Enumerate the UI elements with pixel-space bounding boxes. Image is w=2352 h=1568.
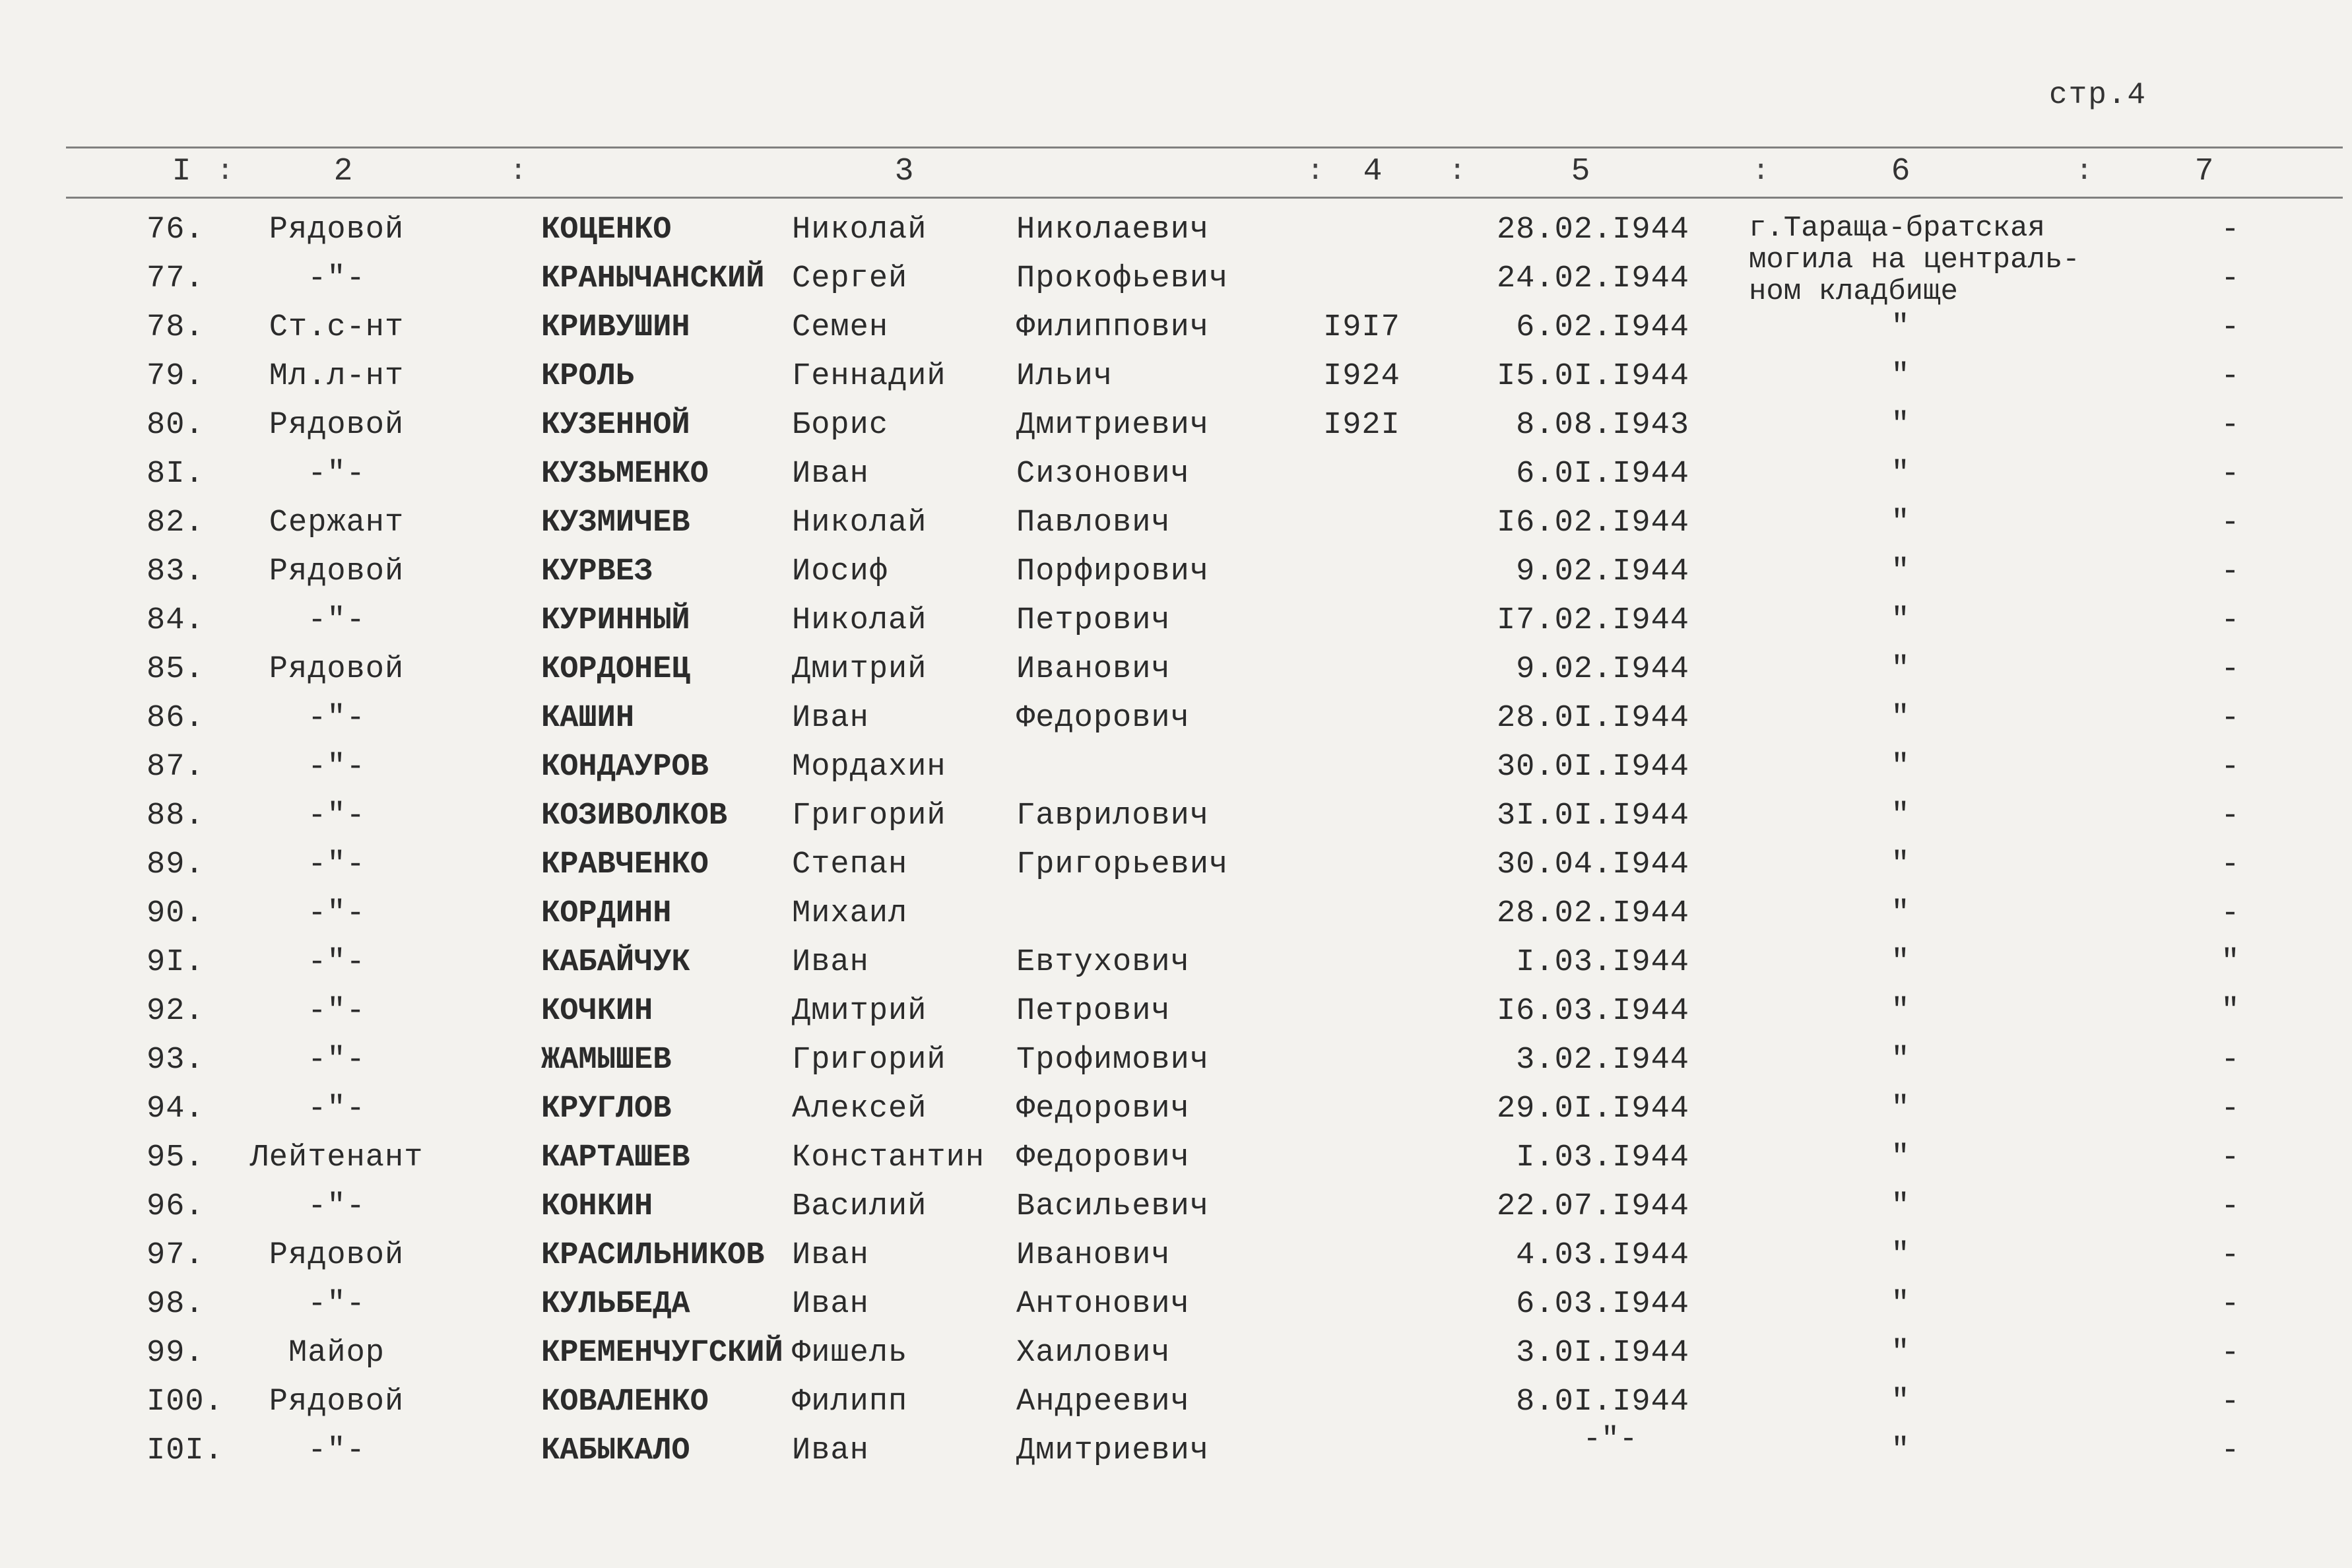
death-date-cell: 28.02.I944 [1496, 212, 1689, 247]
death-date-cell: 6.03.I944 [1516, 1287, 1689, 1322]
column-header-5: 5 [1571, 154, 1590, 189]
row-number: 78. [147, 310, 205, 345]
surname-cell: КОРДИНН [541, 896, 672, 931]
death-date-cell: 9.02.I944 [1516, 652, 1689, 687]
table-row [0, 450, 2352, 499]
rank-cell: Майор [288, 1336, 385, 1371]
first-name-cell: Иосиф [792, 554, 889, 589]
surname-cell: КОВАЛЕНКО [541, 1385, 709, 1420]
rank-cell: -"- [308, 603, 366, 638]
row-number: 9I. [147, 945, 205, 980]
row-number: 95. [147, 1140, 205, 1175]
burial-cell: " [1891, 1140, 1911, 1175]
rank-cell: Рядовой [269, 1385, 405, 1420]
burial-cell: " [1891, 359, 1911, 394]
patronymic-cell: Павлович [1016, 506, 1171, 540]
note-cell: - [2221, 310, 2240, 345]
first-name-cell: Алексей [792, 1092, 927, 1127]
note-cell: - [2221, 212, 2240, 247]
patronymic-cell: Евтухович [1016, 945, 1190, 980]
burial-cell: " [1891, 310, 1911, 345]
note-cell: - [2221, 554, 2240, 589]
surname-cell: КОНДАУРОВ [541, 750, 709, 785]
death-date-cell: I7.02.I944 [1496, 603, 1689, 638]
burial-cell: " [1891, 457, 1911, 492]
table-row [0, 1183, 2352, 1231]
surname-cell: КРАСИЛЬНИКОВ [541, 1238, 765, 1273]
burial-cell: " [1891, 1433, 1911, 1468]
burial-cell [1716, 255, 2085, 304]
death-date-cell: 9.02.I944 [1516, 554, 1689, 589]
table-row [0, 1378, 2352, 1427]
table-row [0, 1427, 2352, 1476]
burial-cell: " [1891, 1336, 1911, 1371]
rank-cell: -"- [308, 457, 366, 492]
burial-cell: " [1891, 847, 1911, 882]
rank-cell: Мл.л-нт [269, 359, 405, 394]
first-name-cell: Филипп [792, 1385, 908, 1420]
first-name-cell: Василий [792, 1189, 927, 1224]
first-name-cell: Григорий [792, 1043, 946, 1078]
burial-cell: " [1891, 750, 1911, 785]
row-number: I00. [147, 1385, 224, 1420]
surname-cell: ЖАМЫШЕВ [541, 1043, 672, 1078]
death-date-cell: 8.0I.I944 [1516, 1385, 1689, 1420]
birth-year-cell: I924 [1323, 359, 1400, 394]
first-name-cell: Мордахин [792, 750, 946, 785]
table-row [0, 206, 2352, 255]
row-number: 85. [147, 652, 205, 687]
patronymic-cell: Федорович [1016, 1092, 1190, 1127]
burial-cell: " [1891, 603, 1911, 638]
note-cell: - [2221, 457, 2240, 492]
death-date-cell: 22.07.I944 [1496, 1189, 1689, 1224]
table-row [0, 1134, 2352, 1183]
first-name-cell: Николай [792, 506, 927, 540]
death-date-cell: I6.03.I944 [1496, 994, 1689, 1029]
note-cell: - [2221, 1189, 2240, 1224]
burial-cell: " [1891, 945, 1911, 980]
surname-cell: КАБЫКАЛО [541, 1433, 690, 1468]
rank-cell: -"- [308, 261, 366, 296]
row-number: I0I. [147, 1433, 224, 1468]
patronymic-cell: Ильич [1016, 359, 1113, 394]
burial-cell: " [1891, 1238, 1911, 1273]
burial-location-note: г.Тараща-братская могила на централь- ном кладбище [1749, 212, 2080, 308]
first-name-cell: Степан [792, 847, 908, 882]
surname-cell: КРИВУШИН [541, 310, 690, 345]
burial-cell: " [1891, 896, 1911, 931]
note-cell: - [2221, 1433, 2240, 1468]
first-name-cell: Сергей [792, 261, 908, 296]
column-separator: : [216, 155, 234, 188]
note-cell: - [2221, 1238, 2240, 1273]
rank-cell: Лейтенант [249, 1140, 424, 1175]
rank-cell: -"- [308, 1433, 366, 1468]
patronymic-cell: Гаврилович [1016, 799, 1210, 833]
first-name-cell: Геннадий [792, 359, 946, 394]
rank-cell: -"- [308, 994, 366, 1029]
row-number: 8I. [147, 457, 205, 492]
column-separator: : [2075, 155, 2093, 188]
row-number: 93. [147, 1043, 205, 1078]
row-number: 86. [147, 701, 205, 736]
first-name-cell: Дмитрий [792, 652, 927, 687]
death-date-cell: 3.02.I944 [1516, 1043, 1689, 1078]
patronymic-cell: Прокофьевич [1016, 261, 1229, 296]
row-number: 98. [147, 1287, 205, 1322]
row-number: 88. [147, 799, 205, 833]
table-row [0, 1231, 2352, 1280]
death-date-cell: 4.03.I944 [1516, 1238, 1689, 1273]
table-row [0, 548, 2352, 597]
surname-cell: КОРДОНЕЦ [541, 652, 690, 687]
rank-cell: -"- [308, 896, 366, 931]
surname-cell: КУЗЬМЕНКО [541, 457, 709, 492]
row-number: 90. [147, 896, 205, 931]
note-cell: - [2221, 359, 2240, 394]
column-header-6: 6 [1891, 154, 1911, 189]
burial-cell [1716, 206, 2085, 255]
table-row [0, 841, 2352, 890]
surname-cell: КУРИННЫЙ [541, 603, 690, 638]
patronymic-cell: Петрович [1016, 603, 1171, 638]
patronymic-cell: Порфирович [1016, 554, 1210, 589]
patronymic-cell: Филиппович [1016, 310, 1210, 345]
note-cell: - [2221, 701, 2240, 736]
table-row [0, 792, 2352, 841]
patronymic-cell: Григорьевич [1016, 847, 1229, 882]
patronymic-cell: Иванович [1016, 1238, 1171, 1273]
burial-cell: " [1891, 1385, 1911, 1420]
note-cell: - [2221, 408, 2240, 443]
death-date-cell: 6.02.I944 [1516, 310, 1689, 345]
burial-cell: " [1891, 1287, 1911, 1322]
note-cell: - [2221, 261, 2240, 296]
rank-cell: Сержант [269, 506, 405, 540]
patronymic-cell: Федорович [1016, 701, 1190, 736]
table-row [0, 597, 2352, 645]
table-row [0, 938, 2352, 987]
death-date-cell: 30.04.I944 [1496, 847, 1689, 882]
patronymic-cell: Васильевич [1016, 1189, 1210, 1224]
burial-cell: " [1891, 554, 1911, 589]
burial-cell: " [1891, 506, 1911, 540]
surname-cell: КОНКИН [541, 1189, 653, 1224]
ditto-mark: -"- [1583, 1422, 1638, 1456]
table-row [0, 694, 2352, 743]
page-number: стр.4 [2049, 78, 2147, 112]
column-header-7: 7 [2194, 154, 2214, 189]
first-name-cell: Фишель [792, 1336, 908, 1371]
table-row [0, 304, 2352, 352]
burial-cell: " [1891, 799, 1911, 833]
death-date-cell: 24.02.I944 [1496, 261, 1689, 296]
row-number: 83. [147, 554, 205, 589]
table-row [0, 743, 2352, 792]
note-cell: - [2221, 1043, 2240, 1078]
death-date-cell: I.03.I944 [1516, 945, 1689, 980]
surname-cell: КАБАЙЧУК [541, 945, 690, 980]
first-name-cell: Николай [792, 603, 927, 638]
rank-cell: Рядовой [269, 554, 405, 589]
surname-cell: КУЗМИЧЕВ [541, 506, 690, 540]
surname-cell: КОЗИВОЛКОВ [541, 799, 728, 833]
row-number: 80. [147, 408, 205, 443]
note-cell: - [2221, 1385, 2240, 1420]
birth-year-cell: I92I [1323, 408, 1400, 443]
first-name-cell: Николай [792, 212, 927, 247]
surname-cell: КАШИН [541, 701, 635, 736]
rank-cell: -"- [308, 1287, 366, 1322]
death-date-cell: 29.0I.I944 [1496, 1092, 1689, 1127]
table-row [0, 352, 2352, 401]
surname-cell: КАРТАШЕВ [541, 1140, 690, 1175]
surname-cell: КРЕМЕНЧУГСКИЙ [541, 1336, 783, 1371]
note-cell: - [2221, 652, 2240, 687]
burial-cell: " [1891, 994, 1911, 1029]
first-name-cell: Константин [792, 1140, 985, 1175]
patronymic-cell: Дмитриевич [1016, 1433, 1210, 1468]
rank-cell: Рядовой [269, 212, 405, 247]
first-name-cell: Семен [792, 310, 889, 345]
rank-cell: -"- [308, 750, 366, 785]
note-cell: - [2221, 1287, 2240, 1322]
surname-cell: КОЧКИН [541, 994, 653, 1029]
first-name-cell: Михаил [792, 896, 908, 931]
burial-cell: " [1891, 1092, 1911, 1127]
column-separator: : [509, 155, 527, 188]
rank-cell: Рядовой [269, 408, 405, 443]
first-name-cell: Иван [792, 701, 869, 736]
note-cell: " [2221, 945, 2240, 980]
birth-year-cell: I9I7 [1323, 310, 1400, 345]
note-cell: - [2221, 847, 2240, 882]
patronymic-cell: Николаевич [1016, 212, 1210, 247]
row-number: 97. [147, 1238, 205, 1273]
first-name-cell: Иван [792, 945, 869, 980]
death-date-cell: 3.0I.I944 [1516, 1336, 1689, 1371]
burial-cell: " [1891, 701, 1911, 736]
note-cell: - [2221, 750, 2240, 785]
table-row [0, 1085, 2352, 1134]
first-name-cell: Дмитрий [792, 994, 927, 1029]
patronymic-cell: Андреевич [1016, 1385, 1190, 1420]
row-number: 92. [147, 994, 205, 1029]
table-row [0, 1036, 2352, 1085]
death-date-cell: 28.02.I944 [1496, 896, 1689, 931]
table-row [0, 401, 2352, 450]
patronymic-cell: Антонович [1016, 1287, 1190, 1322]
surname-cell: КРУГЛОВ [541, 1092, 672, 1127]
table-row [0, 255, 2352, 304]
surname-cell: КУРВЕЗ [541, 554, 653, 589]
note-cell: - [2221, 1336, 2240, 1371]
table-row [0, 890, 2352, 938]
column-separator: : [1752, 155, 1770, 188]
patronymic-cell: Сизонович [1016, 457, 1190, 492]
death-date-cell: 8.08.I943 [1516, 408, 1689, 443]
burial-cell: " [1891, 408, 1911, 443]
note-cell: - [2221, 603, 2240, 638]
death-date-cell: I.03.I944 [1516, 1140, 1689, 1175]
column-header-1: I [172, 154, 191, 189]
row-number: 99. [147, 1336, 205, 1371]
table-row [0, 987, 2352, 1036]
row-number: 96. [147, 1189, 205, 1224]
column-separator: : [1307, 155, 1324, 188]
note-cell: - [2221, 506, 2240, 540]
surname-cell: КУЛЬБЕДА [541, 1287, 690, 1322]
first-name-cell: Борис [792, 408, 889, 443]
row-number: 77. [147, 261, 205, 296]
death-date-cell: I5.0I.I944 [1496, 359, 1689, 394]
rank-cell: -"- [308, 701, 366, 736]
first-name-cell: Иван [792, 1433, 869, 1468]
note-cell: - [2221, 1140, 2240, 1175]
header-bottom-rule [66, 197, 2343, 199]
first-name-cell: Иван [792, 1238, 869, 1273]
burial-cell: " [1891, 1043, 1911, 1078]
first-name-cell: Григорий [792, 799, 946, 833]
row-number: 87. [147, 750, 205, 785]
patronymic-cell: Трофимович [1016, 1043, 1210, 1078]
note-cell: - [2221, 896, 2240, 931]
row-number: 84. [147, 603, 205, 638]
rank-cell: -"- [308, 847, 366, 882]
row-number: 76. [147, 212, 205, 247]
burial-cell: " [1891, 1189, 1911, 1224]
rank-cell: -"- [308, 1189, 366, 1224]
table-row [0, 1280, 2352, 1329]
surname-cell: КУЗЕННОЙ [541, 408, 690, 443]
death-date-cell: 3I.0I.I944 [1496, 799, 1689, 833]
table-row [0, 499, 2352, 548]
death-date-cell: 30.0I.I944 [1496, 750, 1689, 785]
row-number: 94. [147, 1092, 205, 1127]
note-cell: - [2221, 1092, 2240, 1127]
rank-cell: -"- [308, 799, 366, 833]
burial-cell: " [1891, 652, 1911, 687]
note-cell: - [2221, 799, 2240, 833]
patronymic-cell: Петрович [1016, 994, 1171, 1029]
rank-cell: -"- [308, 1043, 366, 1078]
surname-cell: КРАВЧЕНКО [541, 847, 709, 882]
row-number: 79. [147, 359, 205, 394]
patronymic-cell: Хаилович [1016, 1336, 1171, 1371]
column-header-2: 2 [333, 154, 353, 189]
column-separator: : [1449, 155, 1466, 188]
surname-cell: КРОЛЬ [541, 359, 635, 394]
rank-cell: -"- [308, 1092, 366, 1127]
table-row [0, 645, 2352, 694]
row-number: 82. [147, 506, 205, 540]
death-date-cell: 6.0I.I944 [1516, 457, 1689, 492]
patronymic-cell: Федорович [1016, 1140, 1190, 1175]
column-header-4: 4 [1363, 154, 1383, 189]
death-date-cell: 28.0I.I944 [1496, 701, 1689, 736]
death-date-cell: I6.02.I944 [1496, 506, 1689, 540]
column-header-3: 3 [894, 154, 914, 189]
rank-cell: Ст.с-нт [269, 310, 405, 345]
first-name-cell: Иван [792, 457, 869, 492]
first-name-cell: Иван [792, 1287, 869, 1322]
surname-cell: КОЦЕНКО [541, 212, 672, 247]
row-number: 89. [147, 847, 205, 882]
rank-cell: -"- [308, 945, 366, 980]
table-row [0, 1329, 2352, 1378]
patronymic-cell: Дмитриевич [1016, 408, 1210, 443]
note-cell: " [2221, 994, 2240, 1029]
rank-cell: Рядовой [269, 652, 405, 687]
patronymic-cell: Иванович [1016, 652, 1171, 687]
surname-cell: КРАНЫЧАНСКИЙ [541, 261, 765, 296]
rank-cell: Рядовой [269, 1238, 405, 1273]
